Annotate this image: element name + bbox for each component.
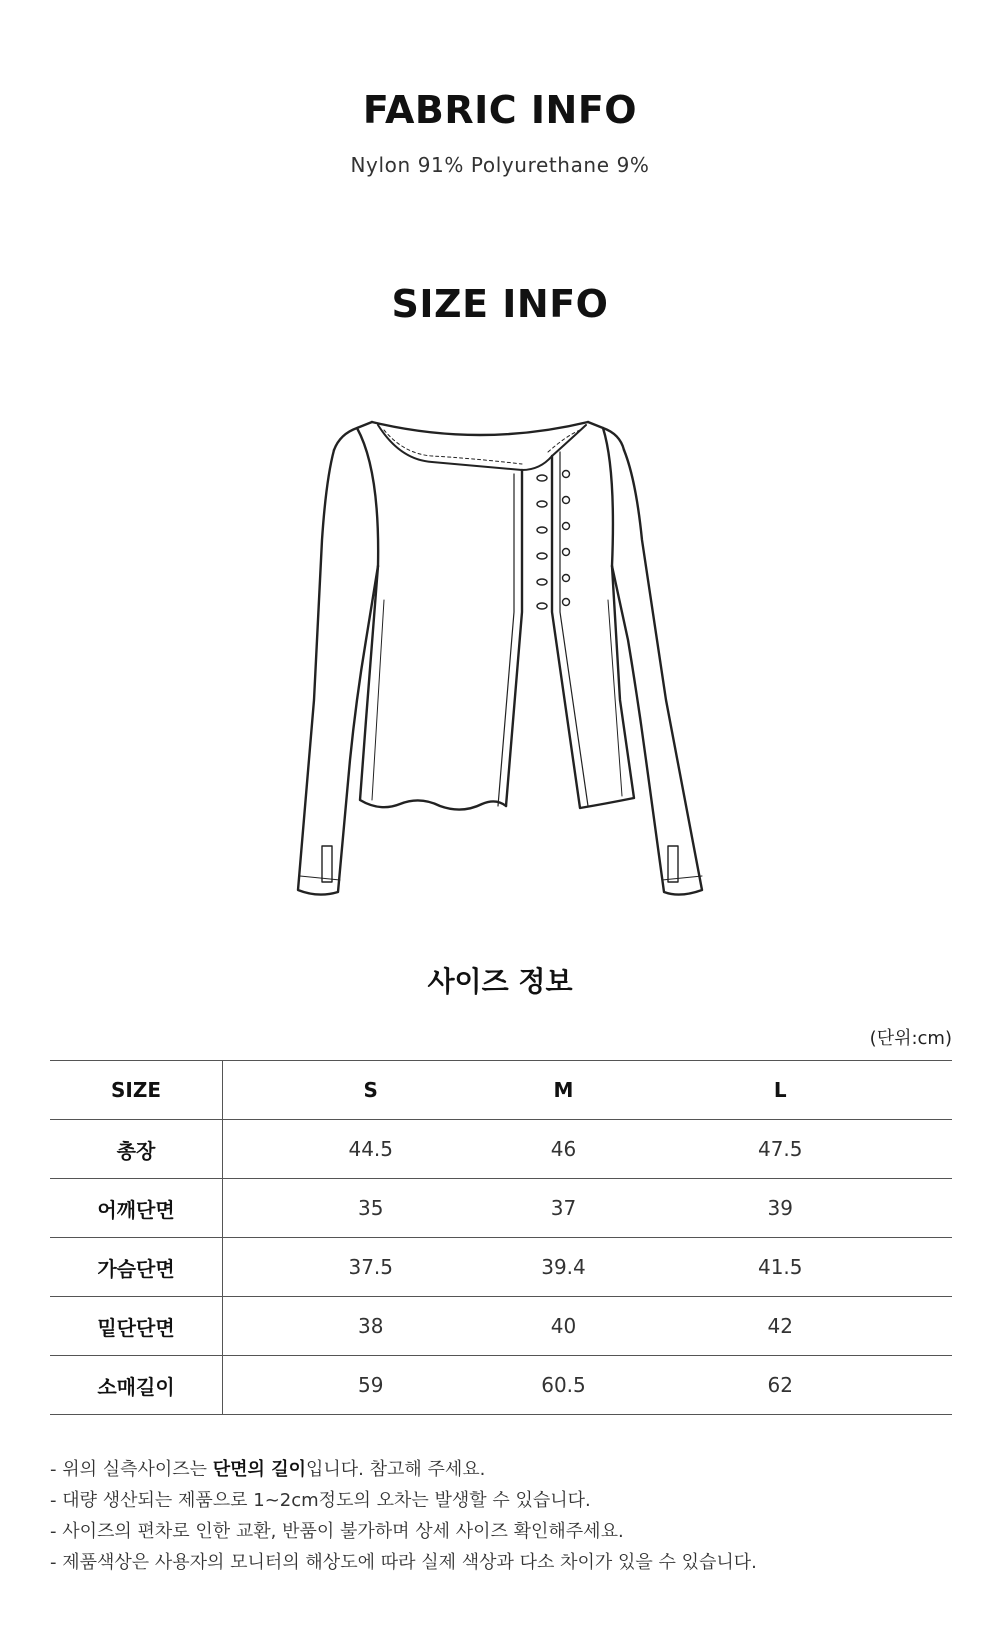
fabric-composition: Nylon 91% Polyurethane 9%	[350, 153, 650, 177]
row-label: 총장	[50, 1120, 223, 1179]
size-table	[50, 1060, 952, 1415]
header-s: S	[223, 1061, 519, 1120]
header-size: SIZE	[50, 1061, 223, 1120]
cell-m: 37	[519, 1179, 609, 1238]
header-m: M	[519, 1061, 609, 1120]
table-row	[50, 1120, 952, 1179]
table-row	[50, 1297, 952, 1356]
cell-l: 42	[609, 1297, 953, 1356]
cell-l: 62	[609, 1356, 953, 1415]
row-label: 밑단단면	[50, 1297, 223, 1356]
size-table-title: 사이즈 정보	[427, 965, 573, 998]
notes	[50, 1454, 757, 1578]
note-text: - 위의 실측사이즈는	[50, 1459, 213, 1480]
header-l: L	[609, 1061, 953, 1120]
cell-s: 38	[223, 1297, 519, 1356]
unit-label: (단위:cm)	[869, 1028, 952, 1049]
row-label: 가슴단면	[50, 1238, 223, 1297]
note-line: - 제품색상은 사용자의 모니터의 해상도에 따라 실제 색상과 다소 차이가 있을 수 있습니다.	[50, 1552, 757, 1573]
cell-m: 46	[519, 1120, 609, 1179]
row-label: 소매길이	[50, 1356, 223, 1415]
size-info-title: SIZE INFO	[391, 282, 609, 326]
note-emphasis: 단면의 길이	[212, 1459, 306, 1480]
cell-l: 47.5	[609, 1120, 953, 1179]
cell-l: 41.5	[609, 1238, 953, 1297]
table-row	[50, 1356, 952, 1415]
fabric-info-title: FABRIC INFO	[362, 88, 638, 132]
note-line	[50, 1454, 757, 1485]
table-row	[50, 1238, 952, 1297]
cell-s: 59	[223, 1356, 519, 1415]
table-header-row	[50, 1061, 952, 1120]
cell-l: 39	[609, 1179, 953, 1238]
note-line: - 대량 생산되는 제품으로 1~2cm정도의 오차는 발생할 수 있습니다.	[50, 1490, 591, 1511]
garment-flat-sketch	[280, 400, 720, 912]
note-line: - 사이즈의 편차로 인한 교환, 반품이 불가하며 상세 사이즈 확인해주세요.	[50, 1521, 624, 1542]
cell-s: 44.5	[223, 1120, 519, 1179]
cell-m: 40	[519, 1297, 609, 1356]
cell-s: 37.5	[223, 1238, 519, 1297]
row-label: 어깨단면	[50, 1179, 223, 1238]
cell-m: 60.5	[519, 1356, 609, 1415]
cell-s: 35	[223, 1179, 519, 1238]
table-row	[50, 1179, 952, 1238]
note-text: 입니다. 참고해 주세요.	[305, 1459, 486, 1480]
cell-m: 39.4	[519, 1238, 609, 1297]
